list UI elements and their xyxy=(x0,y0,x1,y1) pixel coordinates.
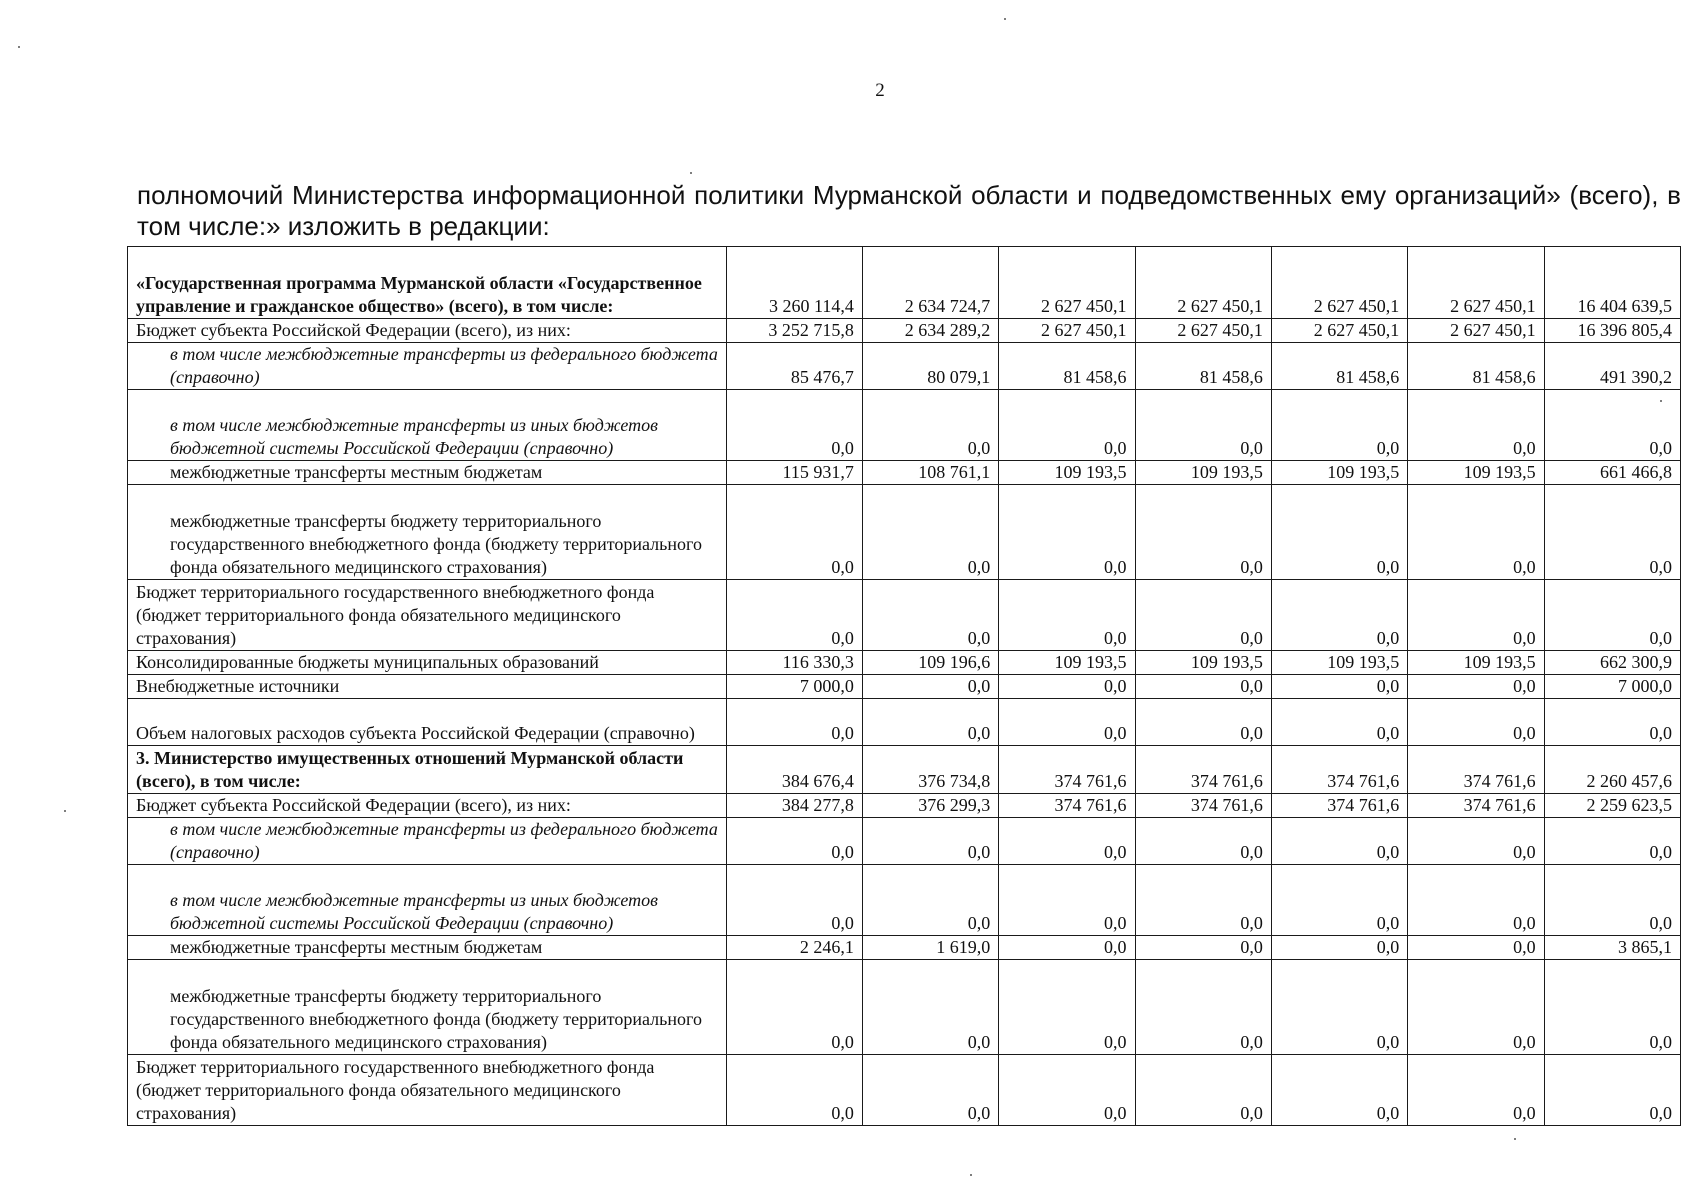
value-cell: 0,0 xyxy=(1271,960,1407,1055)
value-cell: 374 761,6 xyxy=(1408,794,1544,818)
value-cell: 2 627 450,1 xyxy=(1408,319,1544,343)
table-row xyxy=(128,485,1681,580)
value-cell: 0,0 xyxy=(862,485,998,580)
value-cell: 374 761,6 xyxy=(1271,746,1407,794)
scan-speck xyxy=(690,172,692,174)
table-row xyxy=(128,247,1681,319)
value-cell: 2 627 450,1 xyxy=(1271,247,1407,319)
value-cell: 109 196,6 xyxy=(862,651,998,675)
table-row xyxy=(128,343,1681,390)
row-label: Объем налоговых расходов субъекта Российской Федерации (справочно) xyxy=(128,699,727,746)
value-cell: 0,0 xyxy=(1544,699,1680,746)
value-cell: 109 193,5 xyxy=(999,461,1135,485)
value-cell: 661 466,8 xyxy=(1544,461,1680,485)
row-label: 3. Министерство имущественных отношений Мурманской области (всего), в том числе: xyxy=(128,746,727,794)
value-cell: 0,0 xyxy=(1544,960,1680,1055)
row-label: в том числе межбюджетные трансферты из федерального бюджета (справочно) xyxy=(128,343,727,390)
row-label: межбюджетные трансферты бюджету территориального государственного внебюджетного фонда (бюджету территориального фонда обязательного медицинского страхования) xyxy=(128,485,727,580)
budget-table xyxy=(127,246,1681,1126)
value-cell: 0,0 xyxy=(1271,865,1407,936)
row-label: межбюджетные трансферты бюджету территориального государственного внебюджетного фонда (бюджету территориального фонда обязательного медицинского страхования) xyxy=(128,960,727,1055)
value-cell: 2 627 450,1 xyxy=(999,247,1135,319)
value-cell: 81 458,6 xyxy=(999,343,1135,390)
value-cell: 0,0 xyxy=(1271,699,1407,746)
table-row xyxy=(128,1055,1681,1126)
value-cell: 0,0 xyxy=(1271,485,1407,580)
row-label: в том числе межбюджетные трансферты из иных бюджетов бюджетной системы Российской Федерации (справочно) xyxy=(128,390,727,461)
value-cell: 0,0 xyxy=(1271,1055,1407,1126)
value-cell: 80 079,1 xyxy=(862,343,998,390)
value-cell: 374 761,6 xyxy=(999,794,1135,818)
value-cell: 0,0 xyxy=(1135,485,1271,580)
value-cell: 0,0 xyxy=(999,485,1135,580)
value-cell: 109 193,5 xyxy=(1135,461,1271,485)
value-cell: 0,0 xyxy=(1408,936,1544,960)
scan-speck xyxy=(64,810,66,812)
value-cell: 0,0 xyxy=(726,580,862,651)
value-cell: 7 000,0 xyxy=(1544,675,1680,699)
value-cell: 2 259 623,5 xyxy=(1544,794,1680,818)
table-row xyxy=(128,865,1681,936)
value-cell: 16 404 639,5 xyxy=(1544,247,1680,319)
value-cell: 374 761,6 xyxy=(1271,794,1407,818)
value-cell: 0,0 xyxy=(1271,675,1407,699)
value-cell: 3 252 715,8 xyxy=(726,319,862,343)
value-cell: 0,0 xyxy=(1544,390,1680,461)
value-cell: 374 761,6 xyxy=(1408,746,1544,794)
value-cell: 3 865,1 xyxy=(1544,936,1680,960)
value-cell: 0,0 xyxy=(1544,1055,1680,1126)
value-cell: 2 627 450,1 xyxy=(1135,247,1271,319)
table-row xyxy=(128,746,1681,794)
value-cell: 116 330,3 xyxy=(726,651,862,675)
value-cell: 0,0 xyxy=(1408,699,1544,746)
value-cell: 2 634 289,2 xyxy=(862,319,998,343)
value-cell: 0,0 xyxy=(1135,580,1271,651)
value-cell: 0,0 xyxy=(862,699,998,746)
table-row xyxy=(128,390,1681,461)
value-cell: 0,0 xyxy=(1271,580,1407,651)
table-row xyxy=(128,461,1681,485)
value-cell: 662 300,9 xyxy=(1544,651,1680,675)
value-cell: 109 193,5 xyxy=(1408,651,1544,675)
value-cell: 0,0 xyxy=(862,580,998,651)
value-cell: 2 627 450,1 xyxy=(999,319,1135,343)
value-cell: 384 277,8 xyxy=(726,794,862,818)
value-cell: 0,0 xyxy=(726,1055,862,1126)
value-cell: 0,0 xyxy=(1135,865,1271,936)
value-cell: 2 627 450,1 xyxy=(1408,247,1544,319)
table-row xyxy=(128,960,1681,1055)
row-label: Консолидированные бюджеты муниципальных образований xyxy=(128,651,727,675)
value-cell: 0,0 xyxy=(1408,485,1544,580)
value-cell: 0,0 xyxy=(862,675,998,699)
row-label: «Государственная программа Мурманской области «Государственное управление и гражданское общество» (всего), в том числе: xyxy=(128,247,727,319)
value-cell: 7 000,0 xyxy=(726,675,862,699)
value-cell: 81 458,6 xyxy=(1408,343,1544,390)
scan-speck xyxy=(1514,1138,1516,1140)
value-cell: 2 246,1 xyxy=(726,936,862,960)
value-cell: 3 260 114,4 xyxy=(726,247,862,319)
value-cell: 0,0 xyxy=(999,675,1135,699)
value-cell: 0,0 xyxy=(726,960,862,1055)
table-row xyxy=(128,651,1681,675)
row-label: межбюджетные трансферты местным бюджетам xyxy=(128,461,727,485)
row-label: в том числе межбюджетные трансферты из иных бюджетов бюджетной системы Российской Федерации (справочно) xyxy=(128,865,727,936)
value-cell: 109 193,5 xyxy=(1408,461,1544,485)
value-cell: 376 734,8 xyxy=(862,746,998,794)
value-cell: 109 193,5 xyxy=(1271,461,1407,485)
value-cell: 0,0 xyxy=(999,818,1135,865)
scan-speck xyxy=(18,46,20,48)
value-cell: 0,0 xyxy=(1135,699,1271,746)
table-row xyxy=(128,319,1681,343)
table-row xyxy=(128,936,1681,960)
value-cell: 16 396 805,4 xyxy=(1544,319,1680,343)
value-cell: 108 761,1 xyxy=(862,461,998,485)
value-cell: 0,0 xyxy=(1271,390,1407,461)
value-cell: 2 627 450,1 xyxy=(1135,319,1271,343)
value-cell: 0,0 xyxy=(726,818,862,865)
row-label: Бюджет субъекта Российской Федерации (всего), из них: xyxy=(128,319,727,343)
value-cell: 0,0 xyxy=(999,865,1135,936)
value-cell: 0,0 xyxy=(862,960,998,1055)
intro-paragraph: полномочий Министерства информационной политики Мурманской области и подведомственных ему организаций» (всего), в том числе:» изложить в редакции: xyxy=(137,180,1681,241)
value-cell: 0,0 xyxy=(1135,818,1271,865)
value-cell: 0,0 xyxy=(726,865,862,936)
value-cell: 109 193,5 xyxy=(1271,651,1407,675)
value-cell: 1 619,0 xyxy=(862,936,998,960)
value-cell: 0,0 xyxy=(862,1055,998,1126)
value-cell: 85 476,7 xyxy=(726,343,862,390)
table-row xyxy=(128,794,1681,818)
value-cell: 491 390,2 xyxy=(1544,343,1680,390)
value-cell: 0,0 xyxy=(1135,675,1271,699)
value-cell: 2 260 457,6 xyxy=(1544,746,1680,794)
row-label: Бюджет территориального государственного внебюджетного фонда (бюджет территориального фонда обязательного медицинского страхования) xyxy=(128,1055,727,1126)
value-cell: 0,0 xyxy=(862,390,998,461)
value-cell: 0,0 xyxy=(862,865,998,936)
table-row xyxy=(128,580,1681,651)
value-cell: 0,0 xyxy=(1544,485,1680,580)
table-row xyxy=(128,699,1681,746)
value-cell: 109 193,5 xyxy=(999,651,1135,675)
value-cell: 0,0 xyxy=(1135,936,1271,960)
value-cell: 0,0 xyxy=(1544,865,1680,936)
value-cell: 0,0 xyxy=(1408,865,1544,936)
value-cell: 0,0 xyxy=(999,936,1135,960)
value-cell: 0,0 xyxy=(1544,580,1680,651)
value-cell: 0,0 xyxy=(1408,818,1544,865)
row-label: межбюджетные трансферты местным бюджетам xyxy=(128,936,727,960)
value-cell: 0,0 xyxy=(1408,390,1544,461)
value-cell: 0,0 xyxy=(726,390,862,461)
value-cell: 115 931,7 xyxy=(726,461,862,485)
value-cell: 0,0 xyxy=(1135,390,1271,461)
table-row xyxy=(128,675,1681,699)
value-cell: 374 761,6 xyxy=(1135,746,1271,794)
value-cell: 0,0 xyxy=(1271,818,1407,865)
value-cell: 81 458,6 xyxy=(1135,343,1271,390)
value-cell: 0,0 xyxy=(862,818,998,865)
value-cell: 0,0 xyxy=(999,390,1135,461)
row-label: Бюджет территориального государственного внебюджетного фонда (бюджет территориального фонда обязательного медицинского страхования) xyxy=(128,580,727,651)
value-cell: 0,0 xyxy=(1408,580,1544,651)
row-label: в том числе межбюджетные трансферты из федерального бюджета (справочно) xyxy=(128,818,727,865)
row-label: Бюджет субъекта Российской Федерации (всего), из них: xyxy=(128,794,727,818)
value-cell: 0,0 xyxy=(1544,818,1680,865)
value-cell: 0,0 xyxy=(1408,675,1544,699)
page-number: 2 xyxy=(875,80,885,101)
value-cell: 81 458,6 xyxy=(1271,343,1407,390)
value-cell: 374 761,6 xyxy=(999,746,1135,794)
value-cell: 0,0 xyxy=(999,1055,1135,1126)
scan-speck xyxy=(1004,18,1006,20)
value-cell: 376 299,3 xyxy=(862,794,998,818)
table-row xyxy=(128,818,1681,865)
value-cell: 0,0 xyxy=(1135,1055,1271,1126)
value-cell: 109 193,5 xyxy=(1135,651,1271,675)
value-cell: 374 761,6 xyxy=(1135,794,1271,818)
value-cell: 0,0 xyxy=(1135,960,1271,1055)
value-cell: 2 627 450,1 xyxy=(1271,319,1407,343)
value-cell: 0,0 xyxy=(726,485,862,580)
value-cell: 0,0 xyxy=(1271,936,1407,960)
value-cell: 0,0 xyxy=(1408,1055,1544,1126)
value-cell: 0,0 xyxy=(999,699,1135,746)
scan-speck xyxy=(970,1174,972,1176)
value-cell: 2 634 724,7 xyxy=(862,247,998,319)
value-cell: 0,0 xyxy=(726,699,862,746)
value-cell: 0,0 xyxy=(999,580,1135,651)
value-cell: 0,0 xyxy=(999,960,1135,1055)
scan-speck xyxy=(1660,400,1662,402)
row-label: Внебюджетные источники xyxy=(128,675,727,699)
value-cell: 384 676,4 xyxy=(726,746,862,794)
value-cell: 0,0 xyxy=(1408,960,1544,1055)
